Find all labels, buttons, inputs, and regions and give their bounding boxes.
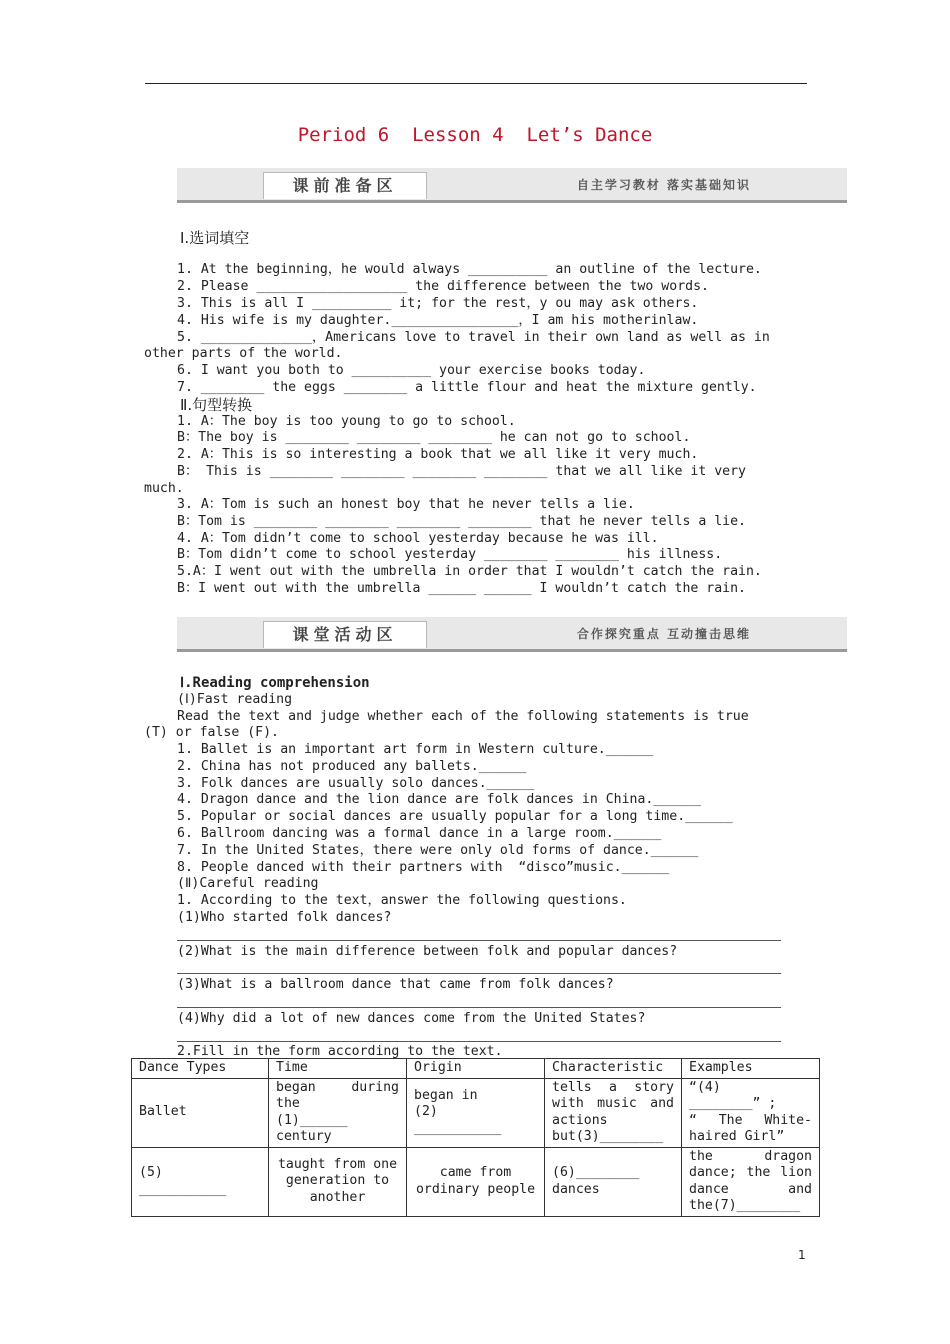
instruction-line: 2.Fill in the form according to the text. bbox=[177, 1044, 503, 1059]
column-header: Examples bbox=[682, 1059, 820, 1079]
page-title: Period 6 Lesson 4 Let’s Dance bbox=[297, 124, 653, 146]
table-cell: came from ordinary people bbox=[407, 1147, 545, 1216]
banner-tab bbox=[263, 172, 427, 199]
header-rule bbox=[145, 83, 807, 84]
instruction-line: (T) or false (F). bbox=[144, 725, 279, 740]
statement-line: 8. People danced with their partners with “disco”music.______ bbox=[177, 860, 670, 875]
table-cell: the dragon dance; the lion dance and the(7)________ bbox=[682, 1147, 820, 1216]
subheading-careful-reading: (Ⅱ)Careful reading bbox=[177, 876, 319, 891]
section-heading-vocabulary: Ⅰ.选词填空 bbox=[180, 229, 250, 247]
table-cell: began during the (1)______ century bbox=[269, 1078, 407, 1147]
exercise-line: 5. ______________，Americans love to travel in their own land as well as in bbox=[177, 330, 770, 345]
statement-line: 1. Ballet is an important art form in Western culture.______ bbox=[177, 742, 654, 757]
section-heading-reading: Ⅰ.Reading comprehension bbox=[180, 675, 370, 691]
exercise-line: B： This is ________ ________ ________ ________ that we all like it very bbox=[177, 464, 746, 479]
table-cell: (6)________ dances bbox=[545, 1147, 682, 1216]
question-line: (2)What is the main difference between folk and popular dances? bbox=[177, 944, 678, 959]
statement-line: 4. Dragon dance and the lion dance are folk dances in China.______ bbox=[177, 792, 702, 807]
table-header-row bbox=[132, 1059, 820, 1079]
table-cell: taught from one generation to another bbox=[269, 1147, 407, 1216]
exercise-line: 2. Please ___________________ the difference between the two words. bbox=[177, 279, 709, 294]
exercise-line: B：I went out with the umbrella ______ ______ I wouldn’t catch the rain. bbox=[177, 581, 746, 596]
exercise-line: B：The boy is ________ ________ ________ he can not go to school. bbox=[177, 430, 691, 445]
answer-line bbox=[177, 1007, 781, 1008]
exercise-line: 3. A：Tom is such an honest boy that he never tells a lie. bbox=[177, 497, 635, 512]
dance-types-table bbox=[131, 1058, 820, 1217]
table-row bbox=[132, 1147, 820, 1216]
statement-line: 7. In the United States，there were only old forms of dance.______ bbox=[177, 843, 699, 858]
banner-slogan: 自主学习教材 落实基础知识 bbox=[576, 178, 751, 192]
subheading-fast-reading: (Ⅰ)Fast reading bbox=[177, 692, 293, 707]
exercise-line: other parts of the world. bbox=[144, 346, 343, 361]
exercise-line: B：Tom didn’t come to school yesterday ________ ________ his illness. bbox=[177, 547, 723, 562]
table-row bbox=[132, 1078, 820, 1147]
exercise-line: B：Tom is ________ ________ ________ ________ that he never tells a lie. bbox=[177, 514, 746, 529]
table-cell: (5) ___________ bbox=[132, 1147, 269, 1216]
instruction-line: 1. According to the text，answer the following questions. bbox=[177, 893, 627, 908]
statement-line: 2. China has not produced any ballets.______ bbox=[177, 759, 527, 774]
exercise-line: 3. This is all I __________ it; for the rest，y ou may ask others. bbox=[177, 296, 699, 311]
answer-line bbox=[177, 973, 781, 974]
section-heading-transformation: Ⅱ.句型转换 bbox=[180, 396, 253, 414]
answer-line bbox=[177, 940, 781, 941]
question-line: (1)Who started folk dances? bbox=[177, 910, 392, 925]
table-cell: Ballet bbox=[132, 1078, 269, 1147]
table-cell: tells a story with music and actions but(3)________ bbox=[545, 1078, 682, 1147]
statement-line: 6. Ballroom dancing was a formal dance in a large room.______ bbox=[177, 826, 662, 841]
column-header: Origin bbox=[407, 1059, 545, 1079]
banner-tab-label: 课堂活动区 bbox=[292, 625, 398, 644]
column-header: Characteristic bbox=[545, 1059, 682, 1079]
answer-line bbox=[177, 1041, 781, 1042]
banner-tab-label: 课前准备区 bbox=[292, 176, 398, 195]
exercise-line: 1. At the beginning，he would always __________ an outline of the lecture. bbox=[177, 262, 762, 277]
column-header: Time bbox=[269, 1059, 407, 1079]
banner-tab bbox=[263, 621, 427, 648]
exercise-line: 6. I want you both to __________ your exercise books today. bbox=[177, 363, 646, 378]
exercise-line: 1. A：The boy is too young to go to school. bbox=[177, 414, 516, 429]
question-line: (4)Why did a lot of new dances come from the United States? bbox=[177, 1011, 646, 1026]
section-banner-preview bbox=[177, 168, 847, 203]
statement-line: 5. Popular or social dances are usually popular for a long time.______ bbox=[177, 809, 733, 824]
statement-line: 3. Folk dances are usually solo dances.______ bbox=[177, 776, 535, 791]
question-line: (3)What is a ballroom dance that came from folk dances? bbox=[177, 977, 614, 992]
column-header: Dance Types bbox=[132, 1059, 269, 1079]
section-banner-classroom bbox=[177, 617, 847, 652]
exercise-line: 4. His wife is my daughter.________________，I am his motherinlaw. bbox=[177, 313, 699, 328]
exercise-line: much. bbox=[144, 481, 184, 496]
exercise-line: 2. A：This is so interesting a book that we all like it very much. bbox=[177, 447, 699, 462]
instruction-line: Read the text and judge whether each of the following statements is true bbox=[177, 709, 749, 724]
exercise-line: 7. ________ the eggs ________ a little flour and heat the mixture gently. bbox=[177, 380, 757, 395]
banner-slogan: 合作探究重点 互动撞击思维 bbox=[576, 627, 751, 641]
table-cell: “(4) ________” ; “ The White-haired Girl” bbox=[682, 1078, 820, 1147]
exercise-line: 4. A：Tom didn’t come to school yesterday because he was ill. bbox=[177, 531, 659, 546]
table-cell: began in (2) ___________ bbox=[407, 1078, 545, 1147]
exercise-line: 5.A：I went out with the umbrella in order that I wouldn’t catch the rain. bbox=[177, 564, 762, 579]
page-number: 1 bbox=[798, 1248, 806, 1262]
